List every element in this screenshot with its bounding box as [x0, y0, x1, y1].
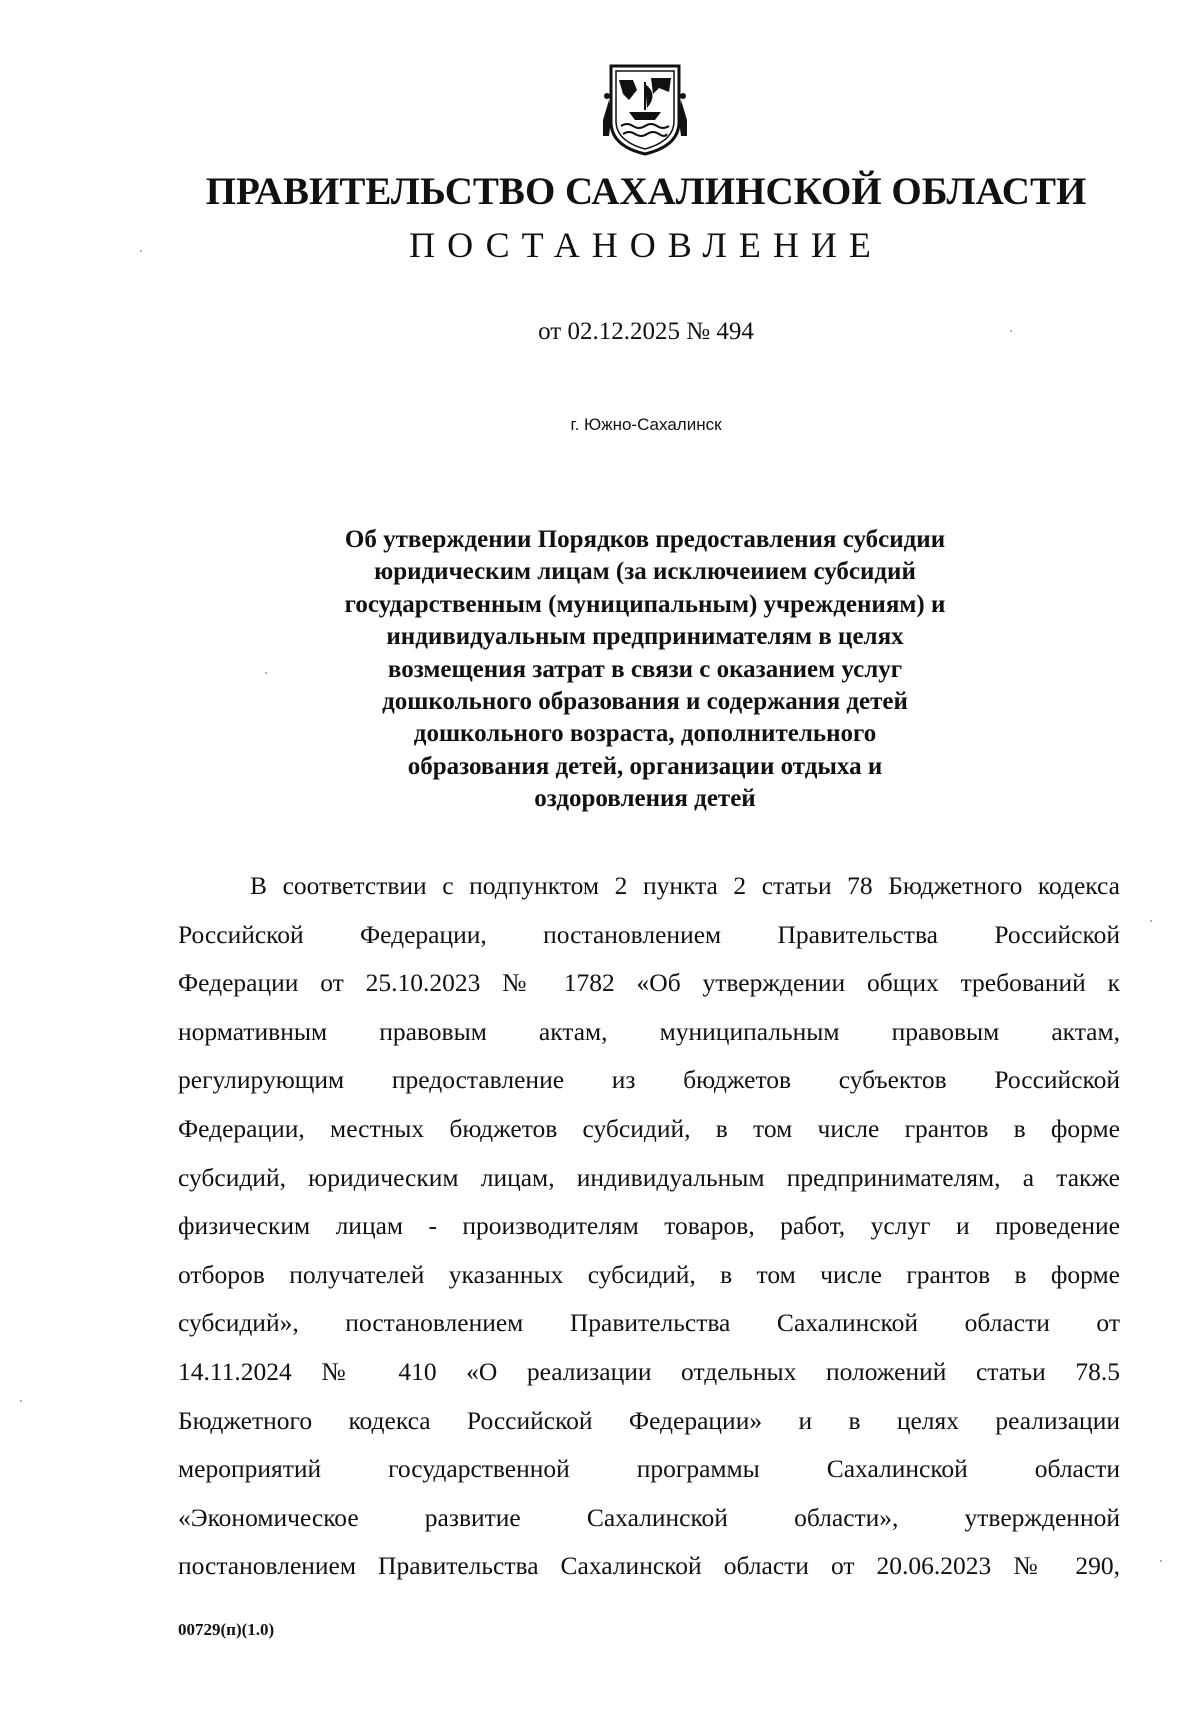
- scan-speck: [1010, 330, 1012, 332]
- document-code: 00729(п)(1.0): [178, 1620, 275, 1639]
- subject-line: государственным (муниципальным) учреждениям) и: [344, 590, 946, 618]
- scan-speck: [265, 672, 267, 674]
- subject-line: дошкольного образования и содержания детей: [382, 688, 908, 716]
- document-body: [178, 862, 1120, 1591]
- scan-speck: [20, 1400, 22, 1402]
- body-line: 14.11.2024 № 410 «О реализации отдельных положений статьи 78.5: [178, 1356, 1120, 1386]
- body-line: Федерации от 25.10.2023 № 1782 «Об утверждении общих требований к: [178, 968, 1120, 998]
- scan-speck: [1150, 920, 1152, 922]
- subject-line: индивидуальным предпринимателям в целях: [386, 623, 904, 651]
- subject-line: юридическим лицам (за исключеиием субсидий: [374, 558, 916, 586]
- document-subject: [300, 524, 990, 816]
- body-line: регулирующим предоставление из бюджетов субъектов Российской: [178, 1065, 1120, 1095]
- document-date-number: от 02.12.2025 № 494: [538, 318, 754, 345]
- body-line: В соответствии с подпунктом 2 пункта 2 статьи 78 Бюджетного кодекса: [250, 871, 1120, 900]
- body-line: «Экономическое развитие Сахалинской области», утвержденной: [178, 1502, 1120, 1532]
- organization-title: ПРАВИТЕЛЬСТВО САХАЛИНСКОЙ ОБЛАСТИ: [205, 170, 1087, 213]
- body-line: мероприятий государственной программы Сахалинской области: [178, 1454, 1120, 1484]
- body-line: физическим лицам - производителям товаров, работ, услуг и проведение: [178, 1211, 1120, 1241]
- subject-line: оздоровления детей: [534, 785, 756, 813]
- body-line: отборов получателей указанных субсидий, в том числе грантов в форме: [178, 1259, 1120, 1289]
- body-line: Федерации, местных бюджетов субсидий, в том числе грантов в форме: [178, 1113, 1120, 1143]
- document-type-title: ПОСТАНОВЛЕНИЕ: [409, 225, 883, 265]
- body-line: Российской Федерации, постановлением Правительства Российской: [178, 919, 1120, 949]
- subject-line: возмещения затрат в связи с оказанием услуг: [387, 655, 903, 683]
- sakhalin-coat-of-arms-icon: [599, 60, 691, 158]
- scan-speck: [1160, 1560, 1162, 1562]
- subject-line: образования детей, организации отдыха и: [407, 752, 883, 780]
- body-line: Бюджетного кодекса Российской Федерации» и в целях реализации: [178, 1405, 1120, 1435]
- body-line: постановлением Правительства Сахалинской области от 20.06.2023 № 290,: [178, 1551, 1120, 1581]
- subject-line: Об утверждении Порядков предоставления субсидии: [344, 526, 946, 553]
- body-line: субсидий, юридическим лицам, индивидуальным предпринимателям, а также: [178, 1162, 1120, 1192]
- document-city: г. Южно-Сахалинск: [570, 415, 722, 434]
- subject-line: дошкольного возраста, дополнительного: [413, 720, 877, 748]
- body-line: нормативным правовым актам, муниципальным правовым актам,: [178, 1016, 1120, 1046]
- body-line: субсидий», постановлением Правительства Сахалинской области от: [178, 1308, 1120, 1338]
- scan-speck: [140, 250, 142, 252]
